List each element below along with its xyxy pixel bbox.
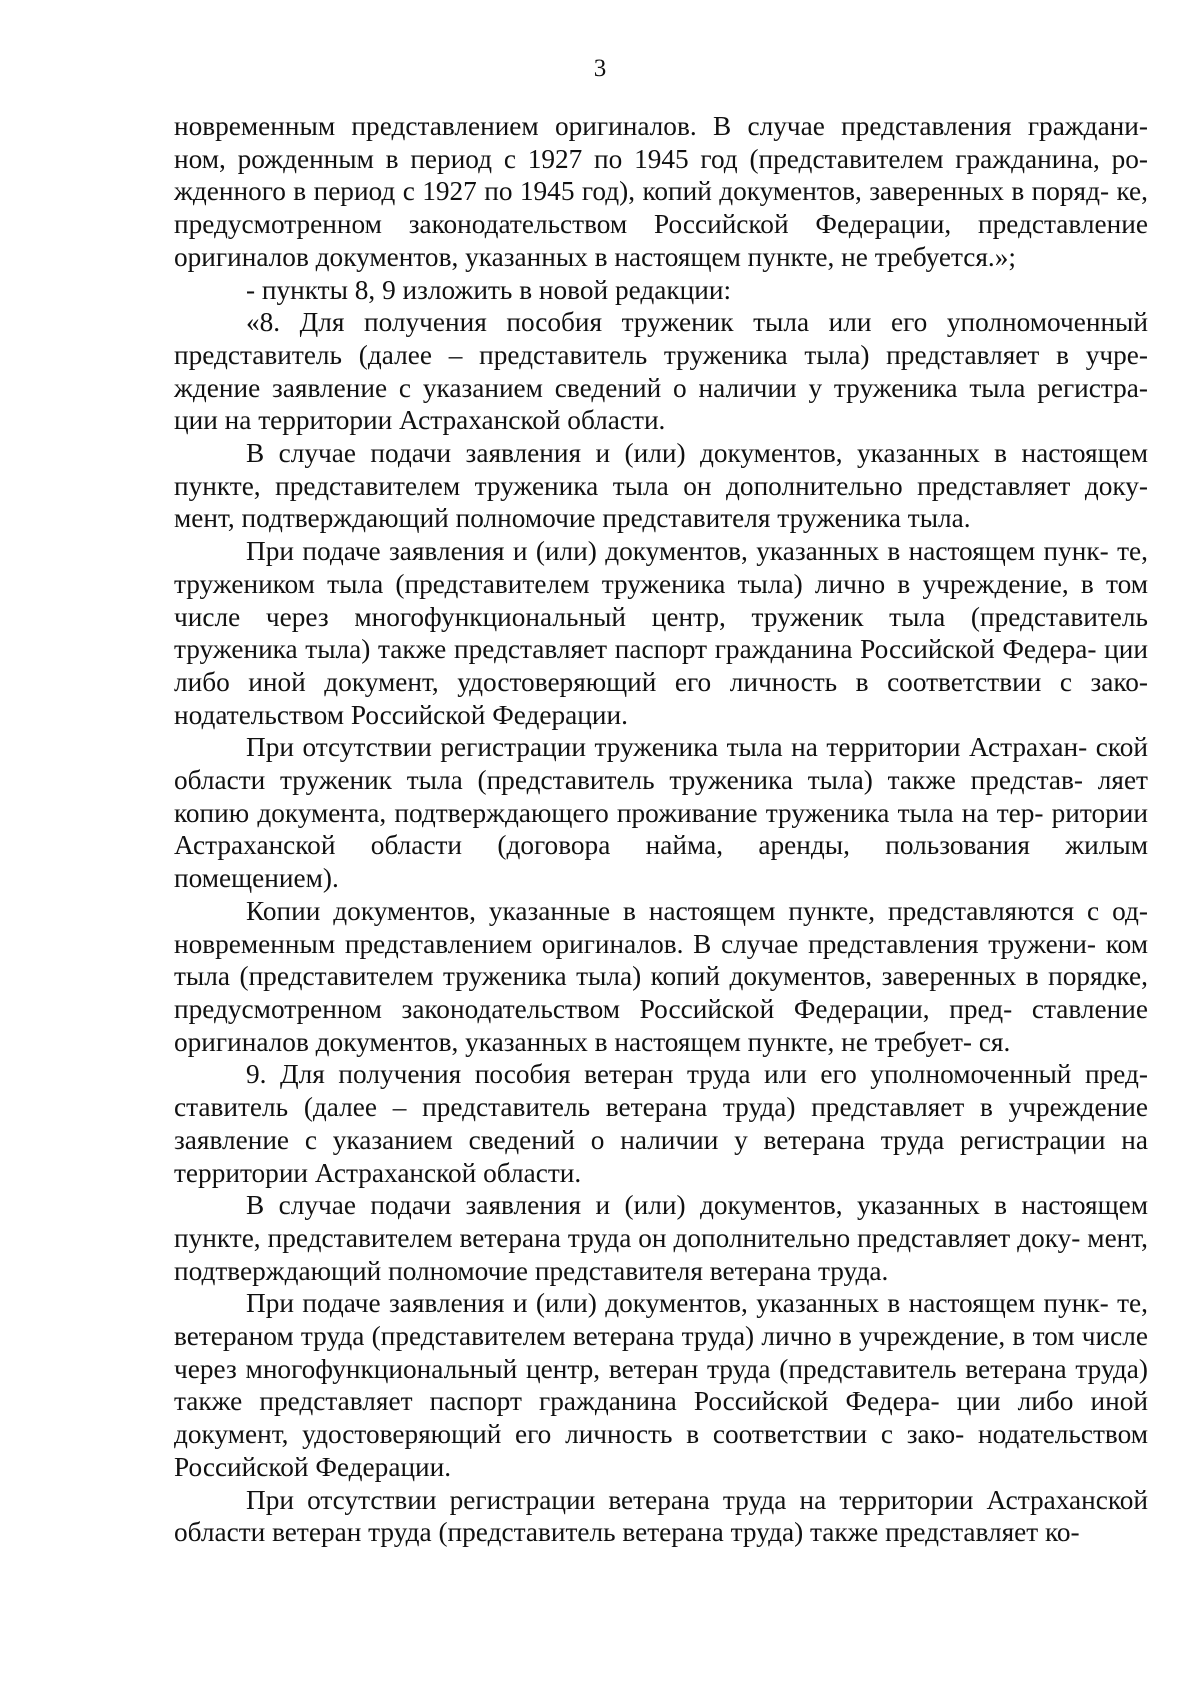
paragraph-personal-submission-home-front: При подаче заявления и (или) документов, указанных в настоящем пунк- те, тружеником тыла (представителем труженика тыла) лично в учреждение, в том числе через многофункциональный центр, труженик тыла (представитель труженика тыла) также представляет паспорт гражданина Российской Федера- ции либо иной документ, удостоверяющий его личность в соответствии с зако- нодательством Российской Федерации. <box>174 536 1148 730</box>
paragraph-personal-submission-labor-veteran: При подаче заявления и (или) документов, указанных в настоящем пунк- те, ветераном труда (представителем ветерана труда) лично в учреждение, в том числе через многофункциональный центр, ветеран труда (представитель ветерана труда) также представляет паспорт гражданина Российской Федера- ции либо иной документ, удостоверяющий его личность в соответствии с зако- нодательством Российской Федерации. <box>174 1288 1148 1482</box>
paragraph-copies-home-front: Копии документов, указанные в настоящем пункте, представляются с од- новременным представлением оригиналов. В случае представления тружени- ком тыла (представителем труженика тыла) копий документов, заверенных в порядке, предусмотренном законодательством Российской Федерации, пред- ставление оригиналов документов, указанных в настоящем пункте, не требует- ся. <box>174 895 1148 1057</box>
page-number: 3 <box>593 55 607 82</box>
paragraph-amendment-intro: - пункты 8, 9 изложить в новой редакции: <box>246 274 732 305</box>
paragraph-item-9: 9. Для получения пособия ветеран труда или его уполномоченный пред- ставитель (далее – представитель ветерана труда) представляет в учреждение заявление с указанием сведений о наличии у ветерана труда регистрации на территории Астраханской области. <box>174 1059 1148 1188</box>
paragraph-item-8: «8. Для получения пособия труженик тыла или его уполномоченный представитель (далее – представитель труженика тыла) представляет в учре- ждение заявление с указанием сведений о наличии у труженика тыла регистра- ции на территории Астраханской области. <box>174 307 1148 436</box>
paragraph-no-registration-home-front: При отсутствии регистрации труженика тыла на территории Астрахан- ской области труженик тыла (представитель труженика тыла) также представ- ляет копию документа, подтверждающего проживание труженика тыла на тер- ритории Астраханской области (договора найма, аренды, пользования жилым помещением). <box>174 732 1148 894</box>
paragraph-representative-home-front: В случае подачи заявления и (или) документов, указанных в настоящем пункте, представителем труженика тыла он дополнительно представляет доку- мент, подтверждающий полномочие представителя труженика тыла. <box>174 438 1148 534</box>
paragraph-representative-labor-veteran: В случае подачи заявления и (или) документов, указанных в настоящем пункте, представителем ветерана труда он дополнительно представляет доку- мент, подтверждающий полномочие представителя ветерана труда. <box>174 1190 1148 1286</box>
document-body <box>174 110 1148 1549</box>
paragraph-no-registration-labor-veteran: При отсутствии регистрации ветерана труда на территории Астраханской области ветеран труда (представитель ветерана труда) также представляет ко- <box>174 1484 1148 1548</box>
paragraph-continuation: новременным представлением оригиналов. В случае представления граждани- ном, рожденным в период с 1927 по 1945 год (представителем гражданина, ро- жденного в период с 1927 по 1945 год), копий документов, заверенных в поряд- ке, предусмотренном законодательством Российской Федерации, представление оригиналов документов, указанных в настоящем пункте, не требуется.»; <box>174 111 1148 272</box>
